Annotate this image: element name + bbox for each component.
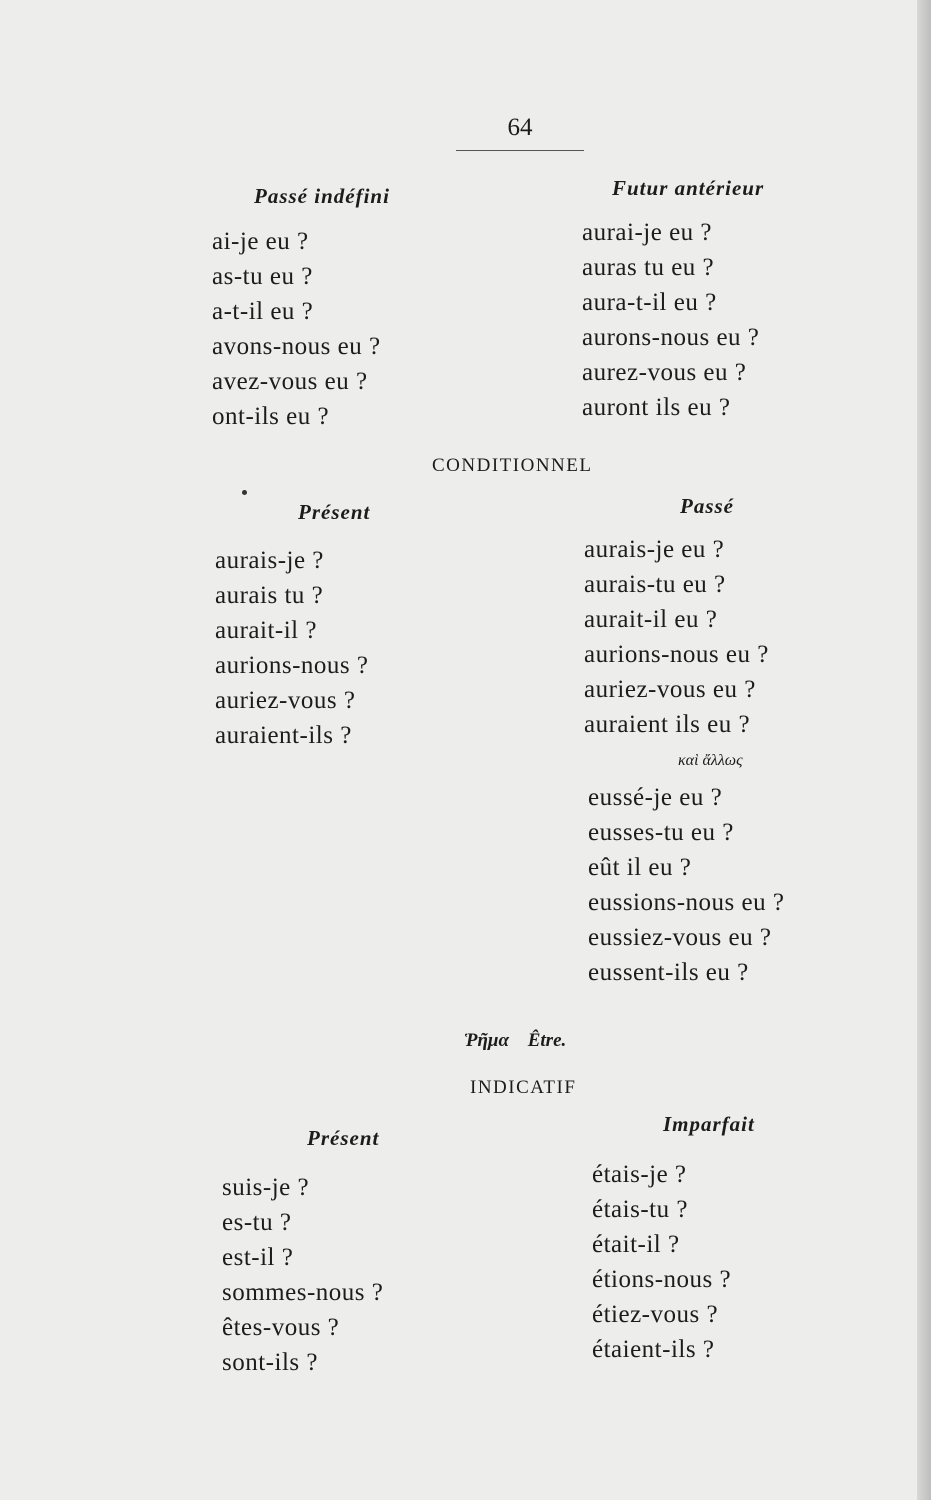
page-number: 64 [507, 114, 533, 141]
list-item: ont-ils eu ? [212, 403, 330, 430]
list-item: auraient ils eu ? [584, 711, 751, 738]
list-indicatif-imparfait [592, 1157, 731, 1367]
greek-note-kai-allos: καὶ ἄλλως [678, 752, 743, 769]
verb-label-etre: Être. [527, 1030, 567, 1051]
list-item: as-tu eu ? [212, 263, 313, 290]
list-indicatif-present [222, 1170, 383, 1380]
list-item: eussé-je eu ? [588, 784, 723, 811]
list-item: aurais-tu eu ? [584, 571, 726, 598]
heading-passe-indefini: Passé indéfini [254, 184, 390, 208]
list-item: êtes-vous ? [222, 1314, 340, 1341]
list-item: aurez-vous eu ? [582, 359, 747, 386]
greek-label-rhema: Ῥῆμα [464, 1030, 509, 1051]
list-item: eussent-ils eu ? [588, 959, 749, 986]
list-item: ai-je eu ? [212, 228, 309, 255]
list-item: est-il ? [222, 1244, 294, 1271]
list-item: aurais-je eu ? [584, 536, 725, 563]
list-item: aurait-il ? [215, 617, 317, 644]
list-item: es-tu ? [222, 1209, 292, 1236]
heading-present-indicatif: Présent [307, 1126, 380, 1150]
list-item: eussiez-vous eu ? [588, 924, 772, 951]
list-item: eussions-nous eu ? [588, 889, 785, 916]
list-item: étiez-vous ? [592, 1301, 719, 1328]
list-item: avez-vous eu ? [212, 368, 368, 395]
list-item: sont-ils ? [222, 1349, 318, 1376]
list-item: auras tu eu ? [582, 254, 715, 281]
list-item: aurait-il eu ? [584, 606, 718, 633]
list-item: aurai-je eu ? [582, 219, 713, 246]
list-item: étaient-ils ? [592, 1336, 715, 1363]
section-title-conditionnel: CONDITIONNEL [432, 455, 593, 476]
heading-passe-conditionnel: Passé [680, 494, 734, 518]
list-passe-indefini [212, 224, 381, 434]
heading-imparfait: Imparfait [663, 1112, 755, 1136]
list-item: auraient-ils ? [215, 722, 352, 749]
verb-title-etre [464, 1030, 566, 1052]
list-item: suis-je ? [222, 1174, 310, 1201]
list-item: aurions-nous ? [215, 652, 369, 679]
list-item: eusses-tu eu ? [588, 819, 734, 846]
ink-dot [242, 490, 247, 495]
list-item: a-t-il eu ? [212, 298, 314, 325]
list-futur-anterieur [582, 215, 759, 425]
list-item: étais-tu ? [592, 1196, 688, 1223]
heading-present-conditionnel: Présent [298, 500, 371, 524]
list-item: eût il eu ? [588, 854, 692, 881]
list-item: étions-nous ? [592, 1266, 732, 1293]
list-item: auriez-vous ? [215, 687, 356, 714]
list-item: aurions-nous eu ? [584, 641, 769, 668]
section-title-indicatif: INDICATIF [470, 1077, 577, 1098]
list-conditionnel-passe [584, 532, 769, 742]
list-item: aurais tu ? [215, 582, 324, 609]
list-conditionnel-present [215, 543, 369, 753]
list-item: aurons-nous eu ? [582, 324, 760, 351]
list-item: auront ils eu ? [582, 394, 731, 421]
list-conditionnel-alternative [588, 780, 784, 990]
list-item: était-il ? [592, 1231, 680, 1258]
list-item: aura-t-il eu ? [582, 289, 717, 316]
list-item: auriez-vous eu ? [584, 676, 756, 703]
list-item: aurais-je ? [215, 547, 324, 574]
list-item: étais-je ? [592, 1161, 687, 1188]
header-rule [456, 150, 584, 151]
heading-futur-anterieur: Futur antérieur [612, 176, 765, 200]
page-spine-shadow [917, 0, 931, 1500]
list-item: avons-nous eu ? [212, 333, 381, 360]
list-item: sommes-nous ? [222, 1279, 384, 1306]
